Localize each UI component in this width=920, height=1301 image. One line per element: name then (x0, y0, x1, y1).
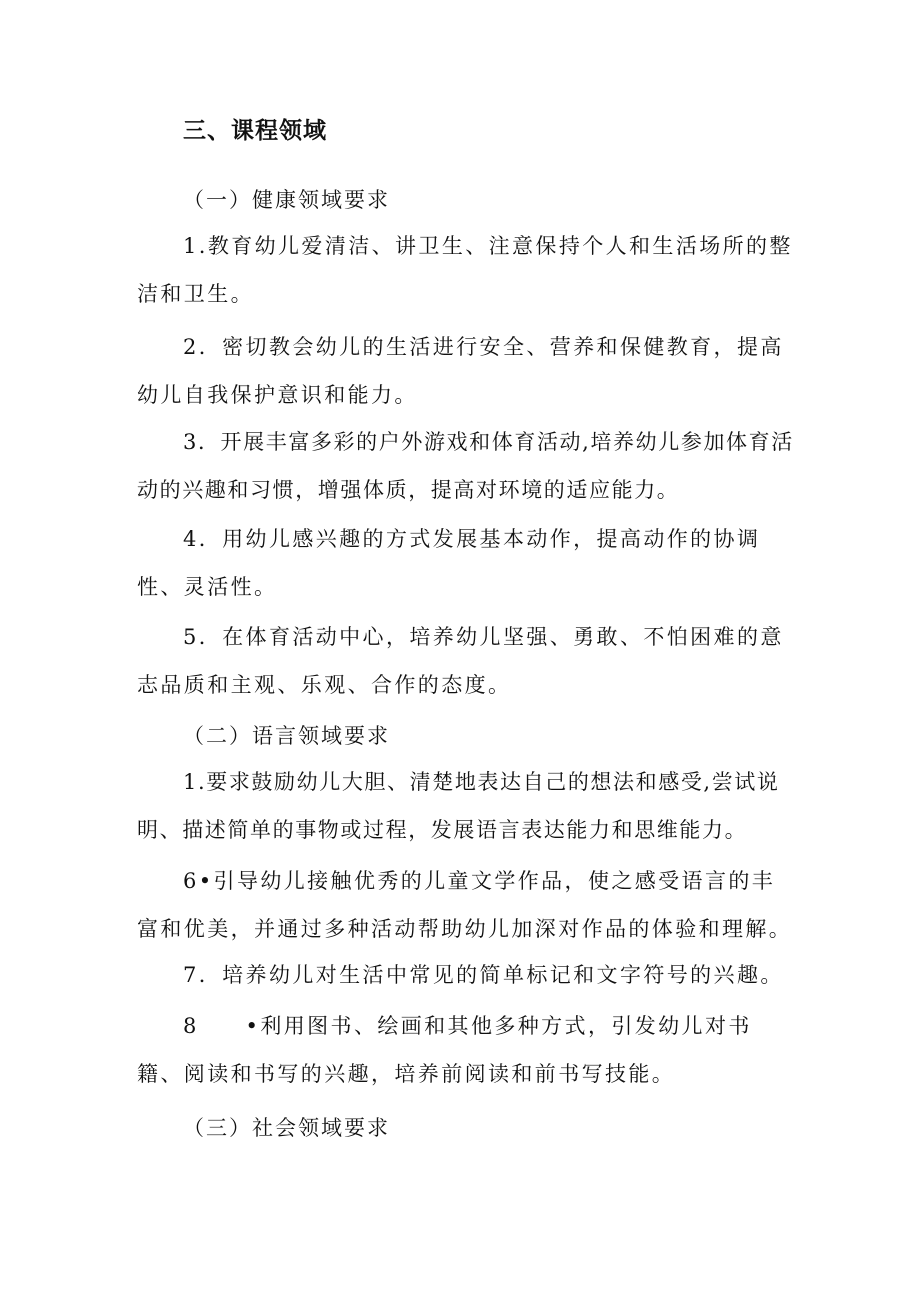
health-item-2: 2．密切教会幼儿的生活进行安全、营养和保健教育，提高幼儿自我保护意识和能力。 (137, 335, 784, 407)
health-heading: （一）健康领域要求 (183, 188, 390, 212)
health-item-1: 1.教育幼儿爱清洁、讲卫生、注意保持个人和生活场所的整洁和卫生。 (137, 234, 793, 306)
language-heading: （二）语言领域要求 (183, 724, 390, 748)
social-heading: （三）社会领域要求 (183, 1116, 390, 1140)
language-item-8: 8 •利用图书、绘画和其他多种方式，引发幼儿对书籍、阅读和书写的兴趣，培养前阅读和前书写技能。 (137, 1014, 752, 1086)
language-item-1: 1.要求鼓励幼儿大胆、清楚地表达自己的想法和感受,尝试说明、描述简单的事物或过程，发展语言表达能力和思维能力。 (137, 770, 780, 842)
health-item-4: 4．用幼儿感兴趣的方式发展基本动作，提高动作的协调性、灵活性。 (137, 527, 761, 599)
health-item-3: 3．开展丰富多彩的户外游戏和体育活动,培养幼儿参加体育活动的兴趣和习惯，增强体质，提高对环境的适应能力。 (137, 430, 794, 502)
language-item-7: 7．培养幼儿对生活中常见的简单标记和文字符号的兴趣。 (183, 963, 784, 987)
health-item-5: 5．在体育活动中心，培养幼儿坚强、勇敢、不怕困难的意志品质和主观、乐观、合作的态度。 (137, 625, 784, 697)
language-item-6: 6•引导幼儿接触优秀的儿童文学作品，使之感受语言的丰富和优美，并通过多种活动帮助幼儿加深对作品的体验和理解。 (137, 869, 793, 941)
section-title: 三、课程领域 (183, 118, 327, 144)
